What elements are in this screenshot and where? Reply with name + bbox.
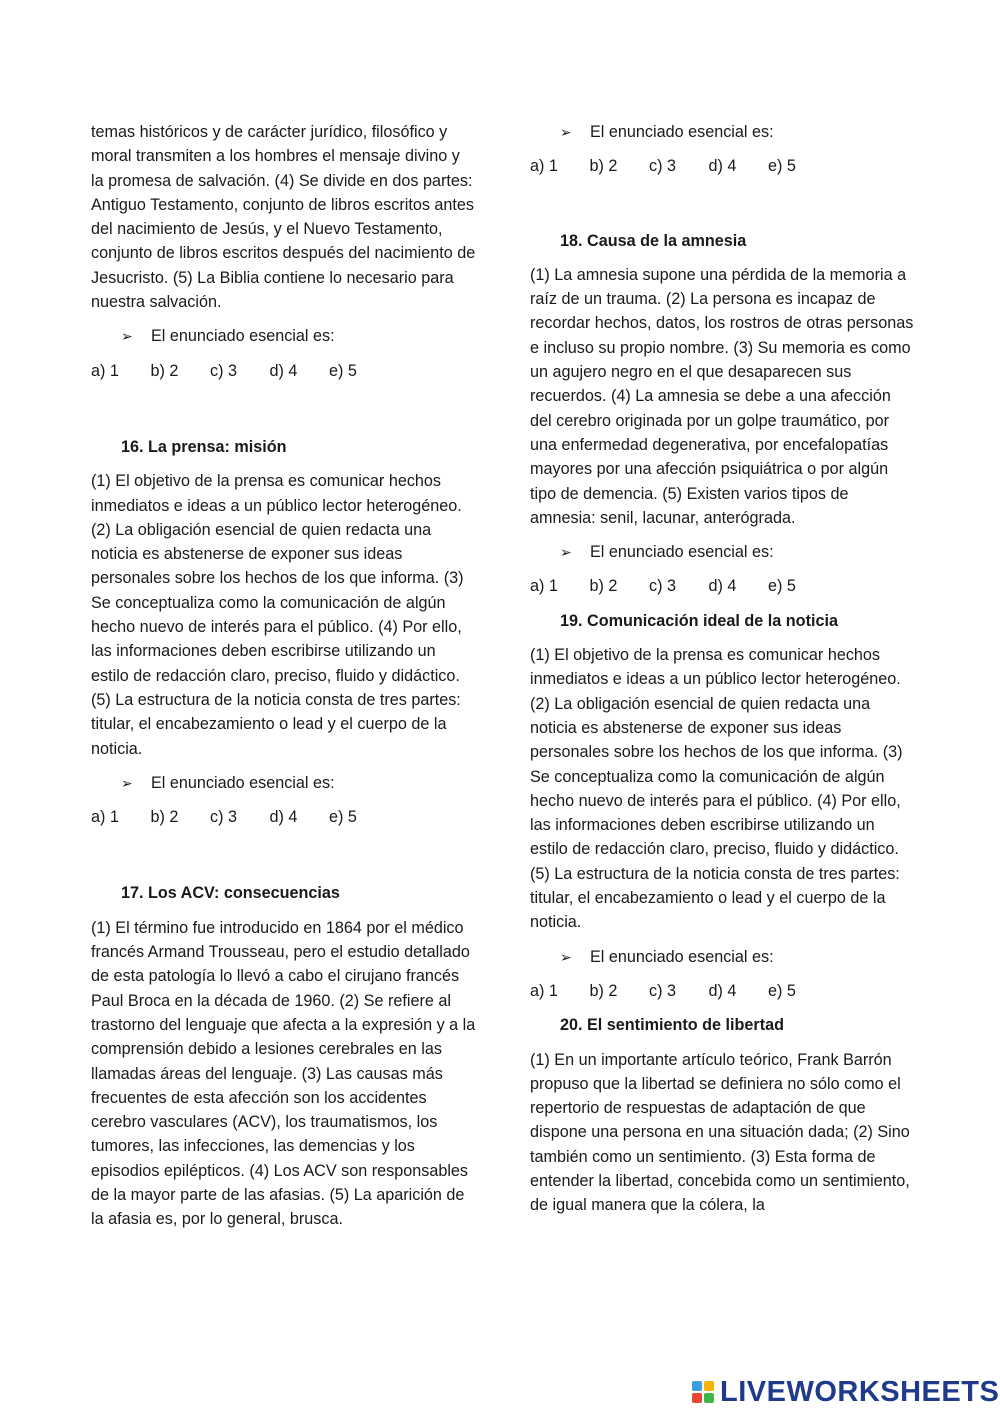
answer-options-19 <box>530 979 915 1003</box>
prompt-19 <box>560 945 915 969</box>
option-e[interactable]: e) 5 <box>768 981 796 1000</box>
question-19-title: 19. Comunicación ideal de la noticia <box>560 611 838 630</box>
prompt-18 <box>560 540 915 564</box>
option-e[interactable]: e) 5 <box>768 577 796 596</box>
prompt-label: El enunciado esencial es: <box>151 773 335 792</box>
answer-options-18 <box>530 574 915 598</box>
prompt-label: El enunciado esencial es: <box>590 123 774 141</box>
prompt-16 <box>121 771 476 795</box>
prompt-label: El enunciado esencial es: <box>590 543 774 562</box>
question-18-text: (1) La amnesia supone una pérdida de la memoria a raíz de un trauma. (2) La persona es incapaz de recordar hechos, datos, los rostros de otras personas e incluso su propio nombre. (3) Su memoria es como un agujero negro en el que desaparecen sus recuerdos. (4) La amnesia se debe a una afección del cerebro originada por un golpe traumático, por una enfermedad degenerativa, por encefalopatías mayores por una afección psiquiátrica o por algún tipo de demencia. (5) Existen varios tipos de amnesia: senil, lacunar, anterógrada. <box>530 265 914 527</box>
question-17-title: 17. Los ACV: consecuencias <box>121 884 340 903</box>
arrow-bullet-icon: ➢ <box>560 124 572 140</box>
option-d[interactable]: d) 4 <box>708 157 737 176</box>
left-column <box>91 120 476 1242</box>
arrow-bullet-icon: ➢ <box>560 948 572 965</box>
option-e[interactable]: e) 5 <box>329 808 357 827</box>
passage-15-continuation: temas históricos y de carácter jurídico, filosófico y moral transmiten a los hombres el mensaje divino y la promesa de salvación. (4) Se divide en dos partes: Antiguo Testamento, conjunto de libros escritos antes del nacimiento de Jesús, y el Nuevo Testamento, conjunto de libros escritos después del nacimiento de Jesucristo. (5) La Biblia contiene lo necesario para nuestra salvación. <box>91 123 476 312</box>
arrow-bullet-icon: ➢ <box>121 774 133 791</box>
option-b[interactable]: b) 2 <box>150 808 179 827</box>
question-17-text: (1) El término fue introducido en 1864 por el médico francés Armand Trousseau, pero el estudio detallado de esta patología lo llevó a cabo el cirujano francés Paul Broca en la década de 1960. (2) Se refiere al trastorno del lenguaje que afecta a la expresión y a la comprensión debido a lesiones cerebrales en las llamadas áreas del lenguaje. (3) Las causas más frecuentes de esta afección son los accidentes cerebro vasculares (ACV), los traumatismos, los tumores, las infecciones, las demencias y los episodios epilépticos. (4) Los ACV son responsables de la mayor parte de las afasias. (5) La aparición de la afasia es, por lo general, brusca. <box>91 918 476 1229</box>
option-e[interactable]: e) 5 <box>768 157 796 176</box>
arrow-bullet-icon: ➢ <box>121 328 133 345</box>
option-a[interactable]: a) 1 <box>91 361 119 380</box>
question-20-title: 20. El sentimiento de libertad <box>560 1016 784 1035</box>
option-c[interactable]: c) 3 <box>649 981 676 1000</box>
right-column <box>530 120 915 1228</box>
option-a[interactable]: a) 1 <box>530 157 558 176</box>
answer-options-17 <box>530 154 915 178</box>
logo-text: LIVEWORKSHEETS <box>720 1375 1000 1408</box>
option-c[interactable]: c) 3 <box>649 157 676 176</box>
option-b[interactable]: b) 2 <box>589 577 618 596</box>
option-d[interactable]: d) 4 <box>708 981 737 1000</box>
logo-mark-icon <box>692 1381 714 1403</box>
question-18-title: 18. Causa de la amnesia <box>560 231 747 250</box>
option-a[interactable]: a) 1 <box>91 808 119 827</box>
question-16-title: 16. La prensa: misión <box>121 437 287 456</box>
option-a[interactable]: a) 1 <box>530 981 558 1000</box>
prompt-17 <box>560 120 915 144</box>
option-c[interactable]: c) 3 <box>649 577 676 596</box>
question-16-text: (1) El objetivo de la prensa es comunicar hechos inmediatos e ideas a un público lector heterogéneo. (2) La obligación esencial de quien redacta una noticia es abstenerse de exponer sus ideas personales sobre los hechos de los que informa. (3) Se conceptualiza como la comunicación de algún hecho nuevo de interés para el público. (4) Por ello, las informaciones deben escribirse utilizando un estilo de redacción claro, preciso, fluido y didáctico. (5) La estructura de la noticia consta de tres partes: titular, el encabezamiento o lead y el cuerpo de la noticia. <box>91 472 464 758</box>
prompt-label: El enunciado esencial es: <box>151 327 335 346</box>
question-19-text: (1) El objetivo de la prensa es comunicar hechos inmediatos e ideas a un público lector heterogéneo. (2) La obligación esencial de quien redacta una noticia es abstenerse de exponer sus ideas personales sobre los hechos de los que informa. (3) Se conceptualiza como la comunicación de algún hecho nuevo de interés para el público. (4) Por ello, las informaciones deben escribirse utilizando un estilo de redacción claro, preciso, fluido y didáctico. (5) La estructura de la noticia consta de tres partes: titular, el encabezamiento o lead y el cuerpo de la noticia. <box>530 646 903 932</box>
option-e[interactable]: e) 5 <box>329 361 357 380</box>
question-20-text: (1) En un importante artículo teórico, Frank Barrón propuso que la libertad se definiera no sólo como el repertorio de respuestas de adaptación de que dispone una persona en una situación dada; (2) Sino también como un sentimiento. (3) Esta forma de entender la libertad, concebida como un sentimiento, de igual manera que la cólera, la <box>530 1050 910 1215</box>
prompt-label: El enunciado esencial es: <box>590 947 774 966</box>
option-c[interactable]: c) 3 <box>210 808 237 827</box>
option-a[interactable]: a) 1 <box>530 577 558 596</box>
option-b[interactable]: b) 2 <box>589 157 618 176</box>
option-b[interactable]: b) 2 <box>589 981 618 1000</box>
answer-options-15 <box>91 359 476 383</box>
option-d[interactable]: d) 4 <box>269 808 298 827</box>
option-d[interactable]: d) 4 <box>269 361 298 380</box>
answer-options-16 <box>91 805 476 829</box>
arrow-bullet-icon: ➢ <box>560 544 572 561</box>
option-d[interactable]: d) 4 <box>708 577 737 596</box>
prompt-15 <box>121 324 476 348</box>
option-b[interactable]: b) 2 <box>150 361 179 380</box>
liveworksheets-logo <box>692 1374 999 1410</box>
option-c[interactable]: c) 3 <box>210 361 237 380</box>
